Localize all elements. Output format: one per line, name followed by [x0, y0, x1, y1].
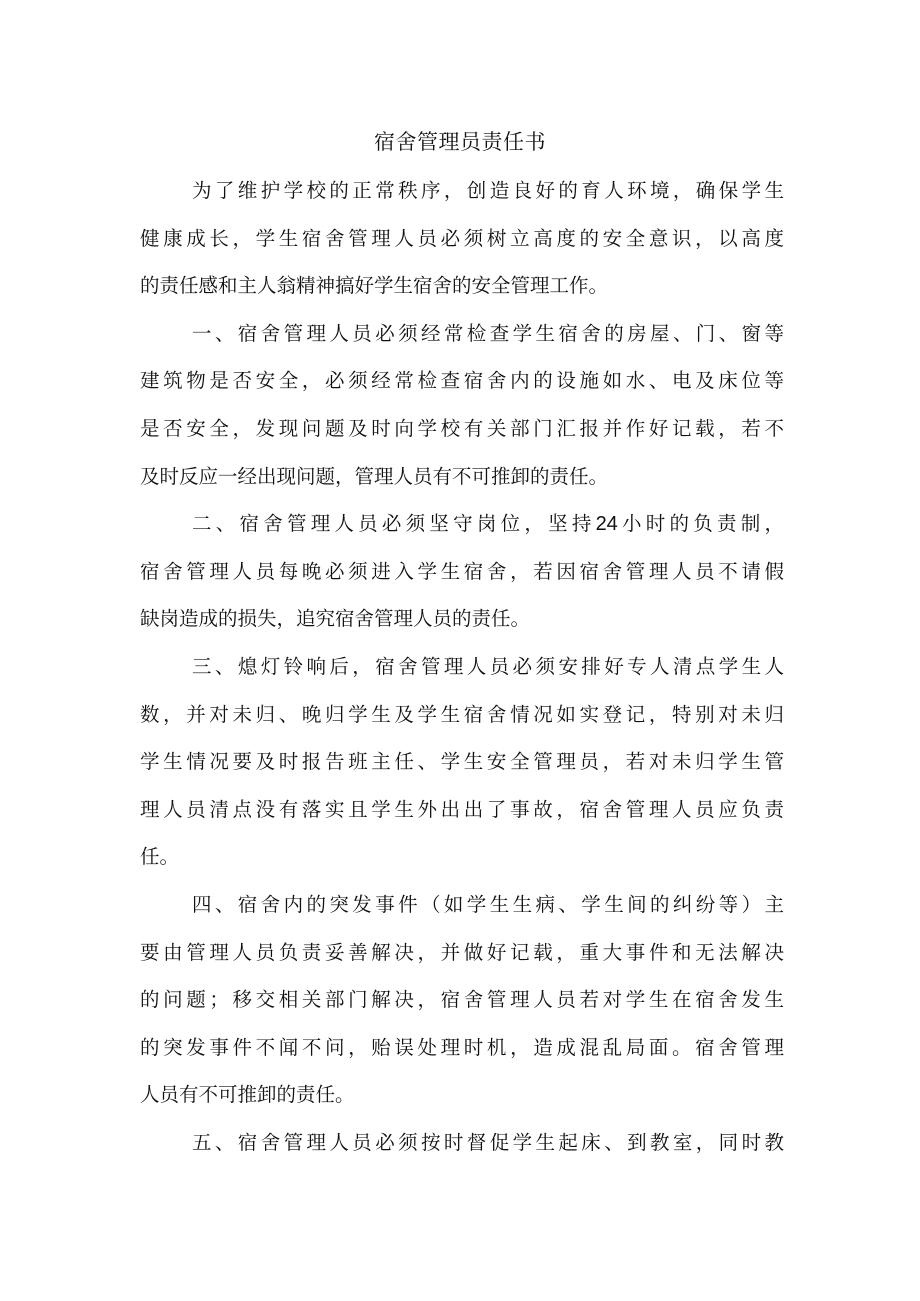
text-segment: 二、宿舍管理人员必须坚守岗位，坚持: [192, 512, 596, 536]
text-segment: 小时的负责制，: [617, 512, 784, 536]
text-line: [140, 500, 784, 548]
text-line: 建筑物是否安全，必须经常检查宿舍内的设施如水、电及床位等: [140, 369, 784, 393]
text-line: 的问题；移交相关部门解决，宿舍管理人员若对学生在宿舍发生: [140, 988, 784, 1012]
paragraph-clause-2: [140, 500, 784, 643]
text-line: 是否安全，发现问题及时向学校有关部门汇报并作好记载，若不: [140, 416, 784, 440]
paragraph-clause-3: [140, 643, 784, 881]
paragraph-clause-5: [140, 1119, 784, 1167]
text-line: 健康成长，学生宿舍管理人员必须树立高度的安全意识，以高度: [140, 226, 784, 250]
text-line: 三、熄灯铃响后，宿舍管理人员必须安排好专人清点学生人: [192, 654, 784, 678]
document-title: 宿舍管理员责任书: [374, 130, 546, 154]
text-line: 要由管理人员负责妥善解决，并做好记载，重大事件和无法解决: [140, 940, 784, 964]
hours-number: 24: [595, 513, 618, 536]
text-line: 宿舍管理人员每晚必须进入学生宿舍，若因宿舍管理人员不请假: [140, 559, 784, 583]
text-line: 为了维护学校的正常秩序，创造良好的育人环境，确保学生: [192, 179, 784, 202]
text-line: 学生情况要及时报告班主任、学生安全管理员，若对未归学生管: [140, 750, 784, 774]
paragraph-clause-4: [140, 881, 784, 1119]
text-line: 及时反应一经出现问题，管理人员有不可推卸的责任。: [140, 464, 609, 488]
document-body: [140, 167, 784, 1166]
text-line: 理人员清点没有落实且学生外出出了事故，宿舍管理人员应负责: [140, 797, 784, 821]
paragraph-clause-1: [140, 310, 784, 500]
text-line: 数，并对未归、晚归学生及学生宿舍情况如实登记，特别对未归: [140, 702, 784, 726]
text-line: 缺岗造成的损失，追究宿舍管理人员的责任。: [140, 607, 531, 631]
text-line: 一、宿舍管理人员必须经常检查学生宿舍的房屋、门、窗等: [192, 321, 784, 345]
text-line: 四、宿舍内的突发事件（如学生生病、学生间的纠纷等）主: [192, 892, 784, 916]
paragraph-intro: [140, 167, 784, 310]
text-line: 任。: [140, 845, 180, 869]
text-line: 的责任感和主人翁精神搞好学生宿舍的安全管理工作。: [140, 274, 609, 298]
text-line: 的突发事件不闻不问，贻误处理时机，造成混乱局面。宿舍管理: [140, 1035, 784, 1059]
text-line: 人员有不可推卸的责任。: [140, 1083, 355, 1107]
text-line: 五、宿舍管理人员必须按时督促学生起床、到教室，同时教: [192, 1130, 784, 1154]
